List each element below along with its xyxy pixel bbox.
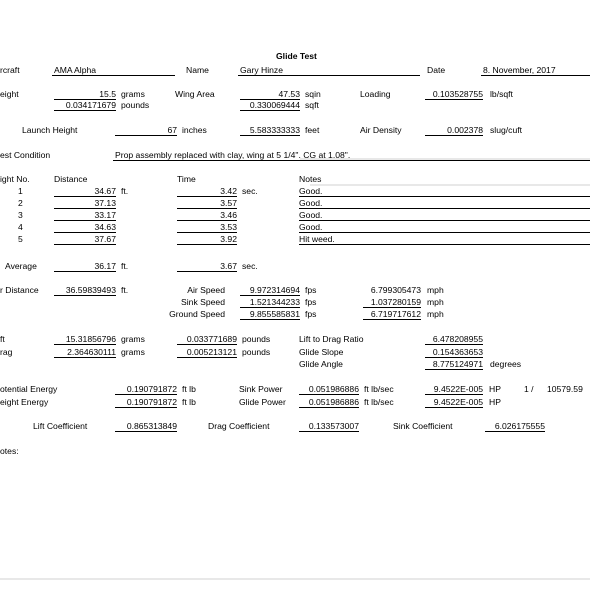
test-condition-underline [113,160,590,161]
glide-angle-unit: degrees [490,359,522,369]
lift-label: ft [0,334,5,344]
flight-5-no: 5 [18,234,23,244]
lift-pounds-unit: pounds [242,334,271,344]
launch-height-inches-unit: inches [182,125,207,135]
air-distance-unit: ft. [121,285,129,295]
lift-coefficient-label: Lift Coefficient [33,421,88,431]
launch-height-feet-unit: feet [305,125,320,135]
scan-artifact [0,578,590,580]
loading-value: 0.103528755 [425,89,483,100]
aircraft-underline [52,75,175,76]
aircraft-value: AMA Alpha [54,65,97,75]
air-density-unit: slug/cuft [490,125,523,135]
glide-angle-value: 8.775124971 [425,359,483,370]
drag-coefficient-label: Drag Coefficient [208,421,270,431]
air-speed-label: Air Speed [187,285,225,295]
weight-pounds: 0.034171679 [54,100,116,111]
glide-angle-label: Glide Angle [299,359,343,369]
date-label: Date [427,65,446,75]
ground-speed-fps: 9.855585831 [240,309,300,320]
sink-power-hp-unit: HP [489,384,501,394]
sink-speed-label: Sink Speed [181,297,225,307]
drag-grams-unit: grams [121,347,145,357]
flight-2-no: 2 [18,198,23,208]
test-condition-value: Prop assembly replaced with clay, wing at 5 1/4". CG at 1.08". [115,150,351,160]
flight-5-notes: Hit weed. [299,234,590,245]
sink-coefficient-value: 6.026175555 [485,421,545,432]
wing-area-sqin: 47.53 [240,89,300,100]
flight-2-notes: Good. [299,198,590,209]
drag-label: rag [0,347,13,357]
lift-coefficient-value: 0.865313849 [115,421,177,432]
height-energy-value: 0.190791872 [115,397,177,408]
sink-speed-fps: 1.521344233 [240,297,300,308]
potential-energy-unit: ft lb [182,384,196,394]
wing-area-label: Wing Area [175,89,215,99]
sink-power-ratio-prefix: 1 / [524,384,534,394]
loading-unit: lb/sqft [490,89,513,99]
flight-1-no: 1 [18,186,23,196]
air-distance-label: r Distance [0,285,39,295]
lift-grams-unit: grams [121,334,145,344]
flight-3-notes: Good. [299,210,590,221]
launch-height-inches: 67 [115,125,177,136]
flight-3-distance: 33.17 [54,210,116,221]
glide-slope-label: Glide Slope [299,347,344,357]
flight-no-header: ight No. [0,174,30,184]
potential-energy-value: 0.190791872 [115,384,177,395]
lift-grams: 15.31856796 [54,334,116,345]
wing-area-sqin-unit: sqin [305,89,321,99]
glide-power-unit: ft lb/sec [364,397,394,407]
sink-speed-mph: 1.037280159 [363,297,421,308]
date-underline [481,75,590,76]
date-value: 8. November, 2017 [483,65,556,75]
flight-1-distance-unit: ft. [121,186,129,196]
sink-power-label: Sink Power [239,384,283,394]
average-time: 3.67 [177,261,237,272]
ground-speed-label: Ground Speed [169,309,225,319]
ground-speed-mph-unit: mph [427,309,444,319]
ground-speed-mph: 6.719717612 [363,309,421,320]
flight-4-notes: Good. [299,222,590,233]
sink-power-unit: ft lb/sec [364,384,394,394]
sink-power-ratio: 10579.59 [547,384,583,394]
drag-pounds: 0.005213121 [177,347,237,358]
potential-energy-label: otential Energy [0,384,58,394]
weight-label: eight [0,89,19,99]
height-energy-unit: ft lb [182,397,196,407]
sink-speed-mph-unit: mph [427,297,444,307]
average-label: Average [5,261,37,271]
air-speed-mph-unit: mph [427,285,444,295]
sink-coefficient-label: Sink Coefficient [393,421,453,431]
flight-3-no: 3 [18,210,23,220]
flight-1-time-unit: sec. [242,186,258,196]
wing-area-sqft: 0.330069444 [240,100,300,111]
name-underline [238,75,420,76]
weight-pounds-unit: pounds [121,100,150,110]
flight-2-distance: 37.13 [54,198,116,209]
average-time-unit: sec. [242,261,258,271]
flight-4-time: 3.53 [177,222,237,233]
flight-4-distance: 34.63 [54,222,116,233]
sink-speed-fps-unit: fps [305,297,317,307]
wing-area-sqft-unit: sqft [305,100,319,110]
name-label: Name [186,65,209,75]
flight-1-distance: 34.67 [54,186,116,197]
air-speed-fps: 9.972314694 [240,285,300,296]
sink-power-hp: 9.4522E-005 [425,384,483,395]
page-title: Glide Test [276,51,317,61]
glide-power-label: Glide Power [239,397,286,407]
test-condition-label: est Condition [0,150,51,160]
lift-drag-ratio-value: 6.478208955 [425,334,483,345]
drag-coefficient-value: 0.133573007 [299,421,359,432]
average-distance: 36.17 [54,261,116,272]
ground-speed-fps-unit: fps [305,309,317,319]
flight-1-notes: Good. [299,186,590,197]
name-value: Gary Hinze [240,65,283,75]
flight-5-distance: 37.67 [54,234,116,245]
average-distance-unit: ft. [121,261,129,271]
weight-grams: 15.5 [54,89,116,100]
flight-4-no: 4 [18,222,23,232]
weight-grams-unit: grams [121,89,145,99]
flight-1-time: 3.42 [177,186,237,197]
flight-3-time: 3.46 [177,210,237,221]
air-speed-fps-unit: fps [305,285,317,295]
air-speed-mph: 6.799305473 [370,285,421,295]
glide-slope-value: 0.154363653 [425,347,483,358]
launch-height-feet: 5.583333333 [240,125,300,136]
glide-power-hp: 9.4522E-005 [425,397,483,408]
air-distance-value: 36.59839493 [54,285,116,296]
notes-label: otes: [0,446,19,456]
aircraft-label: rcraft [0,65,20,75]
glide-power-value: 0.051986886 [299,397,359,408]
sink-power-value: 0.051986886 [299,384,359,395]
flight-5-time: 3.92 [177,234,237,245]
time-header: Time [177,174,196,184]
glide-power-hp-unit: HP [489,397,501,407]
flight-2-time: 3.57 [177,198,237,209]
notes-header: Notes [299,174,322,184]
loading-label: Loading [360,89,391,99]
air-density-label: Air Density [360,125,402,135]
drag-pounds-unit: pounds [242,347,271,357]
lift-pounds: 0.033771689 [177,334,237,345]
distance-header: Distance [54,174,88,184]
air-density-value: 0.002378 [425,125,483,136]
lift-drag-ratio-label: Lift to Drag Ratio [299,334,364,344]
launch-height-label: Launch Height [22,125,78,135]
drag-grams: 2.364630111 [54,347,116,358]
height-energy-label: eight Energy [0,397,49,407]
